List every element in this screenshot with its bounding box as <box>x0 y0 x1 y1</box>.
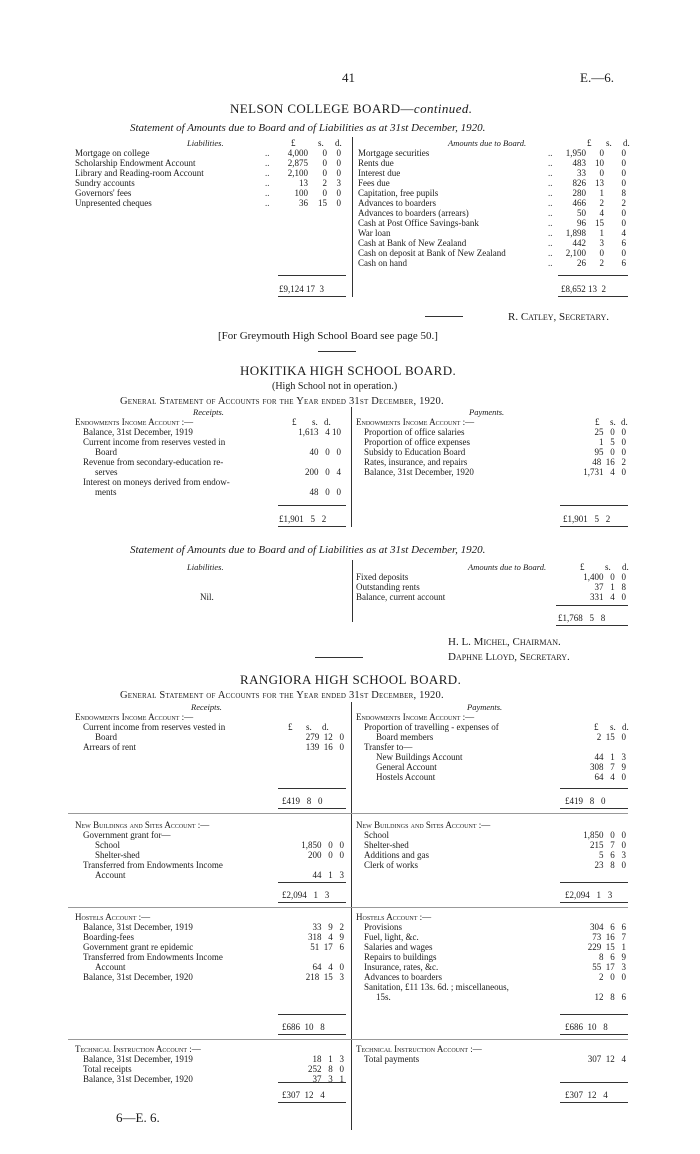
hokitika-title: HOKITIKA HIGH SCHOOL BOARD. <box>240 363 457 378</box>
nelson-due-row-label: War loan <box>358 228 391 238</box>
nelson-liab-row-leader: .. <box>265 158 270 168</box>
rangiora-technical-payment-amount: 307 12 4 <box>587 1054 626 1064</box>
rangiora-endow-receipt-line: Arrears of rent <box>83 742 136 752</box>
rangiora-endow-payments-total: £419 8 0 <box>565 796 606 806</box>
nelson-liab-row-pounds: 4,000 <box>287 148 308 158</box>
nelson-due-rule2 <box>558 296 628 297</box>
nelson-due-row-shillings: 0 <box>599 168 604 178</box>
hokitika-payments-total: £1,901 5 2 <box>563 514 611 524</box>
rangiora-hostels-receipts-head: Hostels Account :— <box>75 912 151 922</box>
page-footer: 6—E. 6. <box>116 1110 160 1125</box>
nelson-due-row-label: Cash on hand <box>358 258 407 268</box>
nelson-liab-row-pounds: 2,875 <box>287 158 308 168</box>
rangiora-endow-payments-head: Endowments Income Account :— <box>356 712 475 722</box>
rangiora-technical-rule2-p <box>560 1102 628 1103</box>
rangiora-endow-payment-line: Board members <box>376 732 434 742</box>
hokitika-sig-chairman: H. L. Michel, Chairman. <box>448 636 561 648</box>
nelson-due-row-pounds: 280 <box>572 188 586 198</box>
nelson-due-row-leader: .. <box>548 208 553 218</box>
rangiora-hostels-payment-line: Provisions <box>364 922 403 932</box>
hokitika-liab-value: Nil. <box>200 592 214 602</box>
hokitika-receipt-line: serves <box>95 467 118 477</box>
hokitika-receipt-line: ments <box>95 487 117 497</box>
rangiora-hostels-payment-amount: 73 16 7 <box>592 932 626 942</box>
hokitika-due-rule <box>556 605 628 606</box>
rangiora-endow-payment-line: Hostels Account <box>376 772 436 782</box>
rangiora-endow-payment-amount: 308 7 9 <box>590 762 626 772</box>
hokitika-receipt-line: Revenue from secondary-education re- <box>83 457 224 467</box>
rangiora-hostels-receipt-amount: 218 15 3 <box>305 972 344 982</box>
nelson-due-row-label: Cash on deposit at Bank of New Zealand <box>358 248 506 258</box>
nelson-liab-row-pounds: 100 <box>294 188 308 198</box>
rangiora-buildings-receipts-total: £2,094 1 3 <box>282 890 330 900</box>
nelson-due-row-leader: .. <box>548 168 553 178</box>
rangiora-endow-payment-amount: 2 15 0 <box>596 732 626 742</box>
nelson-liab-row-shillings: 15 <box>318 198 327 208</box>
nelson-liab-row-shillings: 0 <box>322 188 327 198</box>
rangiora-hostels-payment-amount: 8 6 9 <box>599 952 626 962</box>
rangiora-buildings-receipts-head: New Buildings and Sites Account :— <box>75 820 210 830</box>
rangiora-buildings-section-rule <box>68 907 628 908</box>
nelson-due-row-shillings: 1 <box>599 188 604 198</box>
hokitika-sig-secretary: Daphne Lloyd, Secretary. <box>448 651 570 663</box>
rangiora-endow-payment-line: New Buildings Account <box>376 752 463 762</box>
rangiora-hostels-section-rule <box>68 1039 628 1040</box>
nelson-due-row-shillings: 2 <box>599 198 604 208</box>
rangiora-technical-receipts-head: Technical Instruction Account :— <box>75 1044 201 1054</box>
nelson-due-row-leader: .. <box>548 178 553 188</box>
hokitika-receipt-line: Current income from reserves vested in <box>83 437 226 447</box>
hokitika-due-label: Balance, current account <box>356 592 446 602</box>
nelson-due-row-label: Interest due <box>358 168 401 178</box>
rangiora-buildings-receipt-line: Shelter-shed <box>95 850 140 860</box>
nelson-liab-row-label: Sundry accounts <box>75 178 135 188</box>
nelson-due-row-label: Cash at Bank of New Zealand <box>358 238 467 248</box>
nelson-due-row-shillings: 2 <box>599 258 604 268</box>
rangiora-buildings-payment-line: Shelter-shed <box>364 840 409 850</box>
nelson-due-row-pence: 0 <box>621 178 626 188</box>
rangiora-hostels-receipt-line: Boarding-fees <box>83 932 134 942</box>
hokitika-statement-divider <box>352 560 353 622</box>
rangiora-technical-receipt-line: Total receipts <box>83 1064 132 1074</box>
nelson-due-row-label: Rents due <box>358 158 394 168</box>
nelson-title-text: NELSON COLLEGE BOARD— <box>230 101 414 116</box>
rangiora-technical-receipt-line: Balance, 31st December, 1920 <box>83 1074 193 1084</box>
nelson-due-row-leader: .. <box>548 188 553 198</box>
nelson-liab-row-label: Governors' fees <box>75 188 132 198</box>
hokitika-due-amount: 37 1 8 <box>594 582 626 592</box>
nelson-due-row-shillings: 10 <box>595 158 604 168</box>
nelson-due-row-leader: .. <box>548 258 553 268</box>
rangiora-buildings-payments-head: New Buildings and Sites Account :— <box>356 820 491 830</box>
nelson-liab-row-shillings: 0 <box>322 168 327 178</box>
rangiora-buildings-payment-line: Clerk of works <box>364 860 418 870</box>
nelson-due-row-shillings: 3 <box>599 238 604 248</box>
nelson-title-cont: continued. <box>413 101 473 116</box>
rangiora-endow-receipt-amount: 139 16 0 <box>305 742 344 752</box>
rangiora-hostels-payment-line: Repairs to buildings <box>364 952 437 962</box>
hokitika-due-amount: 331 4 0 <box>590 592 626 602</box>
nelson-due-row-pounds: 1,950 <box>565 148 586 158</box>
nelson-statement: Statement of Amounts due to Board and of Liabilities as at 31st December, 1920. <box>130 122 486 134</box>
hokitika-sep <box>318 351 356 352</box>
rangiora-hostels-payment-line: Insurance, rates, &c. <box>364 962 439 972</box>
hokitika-payment-amount: 1 5 0 <box>599 437 626 447</box>
nelson-liab-row-pence: 0 <box>336 158 341 168</box>
rangiora-hostels-payment-amount: 55 17 3 <box>592 962 626 972</box>
nelson-liab-row-pounds: 2,100 <box>287 168 308 178</box>
nelson-due-row-shillings: 0 <box>599 248 604 258</box>
rangiora-endow-receipts-total: £419 8 0 <box>282 796 323 806</box>
nelson-due-header: Amounts due to Board. <box>448 138 527 148</box>
nelson-due-row-shillings: 1 <box>599 228 604 238</box>
rangiora-technical-receipts-total: £307 12 4 <box>282 1090 325 1100</box>
rangiora-endow-section-rule <box>68 813 628 814</box>
nelson-liab-rule <box>278 275 346 276</box>
nelson-liab-row-label: Library and Reading-room Account <box>75 168 204 178</box>
nelson-due-row-leader: .. <box>548 248 553 258</box>
nelson-due-row-shillings: 0 <box>599 148 604 158</box>
rangiora-endow-rule-p <box>560 788 628 789</box>
nelson-due-row-pence: 8 <box>621 188 626 198</box>
nelson-liab-row-pounds: 36 <box>299 198 308 208</box>
hokitika-receipt-amount: 200 0 4 <box>305 467 341 477</box>
nelson-liab-row-leader: .. <box>265 178 270 188</box>
rangiora-hostels-rule2 <box>278 1034 346 1035</box>
nelson-due-row-pounds: 483 <box>572 158 586 168</box>
nelson-liab-row-pence: 3 <box>336 178 341 188</box>
greymouth-note: [For Greymouth High School Board see page 50.] <box>218 330 438 342</box>
nelson-due-rule <box>558 275 628 276</box>
rangiora-buildings-receipt-line: Account <box>95 870 126 880</box>
rangiora-endow-receipt-line: Board <box>95 732 117 742</box>
nelson-due-row-pence: 6 <box>621 238 626 248</box>
rangiora-technical-receipt-amount: 252 8 0 <box>308 1064 344 1074</box>
nelson-due-row-leader: .. <box>548 198 553 208</box>
rangiora-technical-rule <box>278 1082 346 1083</box>
rangiora-buildings-receipt-amount: 200 0 0 <box>308 850 344 860</box>
nelson-due-row-pence: 0 <box>621 218 626 228</box>
hokitika-payment-label: Balance, 31st December, 1920 <box>364 467 474 477</box>
rangiora-technical-rule-p <box>560 1082 628 1083</box>
rangiora-buildings-payment-amount: 5 6 3 <box>599 850 626 860</box>
rangiora-hostels-payment-amount: 12 8 6 <box>594 992 626 1002</box>
nelson-due-row-label: Capitation, free pupils <box>358 188 439 198</box>
rangiora-buildings-payment-line: School <box>364 830 390 840</box>
page-number: 41 <box>342 70 355 85</box>
rangiora-endow-payment-amount: 44 1 3 <box>594 752 626 762</box>
rangiora-buildings-receipt-line: Government grant for— <box>83 830 171 840</box>
nelson-divider <box>352 137 353 297</box>
rangiora-receipts-header: Receipts. <box>191 702 222 712</box>
hokitika-due-amount: 1,400 0 0 <box>583 572 626 582</box>
nelson-liab-row-leader: .. <box>265 188 270 198</box>
rangiora-technical-payments-head: Technical Instruction Account :— <box>356 1044 482 1054</box>
hokitika-receipts-rule <box>278 505 346 506</box>
rangiora-hostels-receipt-line: Balance, 31st December, 1919 <box>83 922 193 932</box>
nelson-due-row-pounds: 50 <box>577 208 586 218</box>
nelson-due-row-pounds: 2,100 <box>565 248 586 258</box>
rangiora-endow-receipt-line: Current income from reserves vested in <box>83 722 226 732</box>
rangiora-technical-payments-total: £307 12 4 <box>565 1090 608 1100</box>
rangiora-hostels-receipt-amount: 318 4 9 <box>308 932 344 942</box>
nelson-due-row-leader: .. <box>548 148 553 158</box>
rangiora-technical-receipt-amount: 37 3 1 <box>312 1074 344 1084</box>
rangiora-hostels-payment-line: Advances to boarders <box>364 972 442 982</box>
hokitika-receipt-line: Interest on moneys derived from endow- <box>83 477 230 487</box>
hokitika-receipt-amount: 1,613 4 10 <box>298 427 341 437</box>
nelson-liab-row-pence: 0 <box>336 198 341 208</box>
rangiora-hostels-receipt-amount: 33 9 2 <box>312 922 344 932</box>
hokitika-statement: Statement of Amounts due to Board and of Liabilities as at 31st December, 1920. <box>130 544 486 556</box>
rangiora-title: RANGIORA HIGH SCHOOL BOARD. <box>240 672 462 687</box>
nelson-liab-total: £9,124 17 3 <box>279 284 324 294</box>
nelson-liab-row-leader: .. <box>265 168 270 178</box>
nelson-signature: R. Catley, Secretary. <box>508 311 610 323</box>
hokitika-receipt-line: Board <box>95 447 117 457</box>
nelson-due-row-pounds: 1,898 <box>565 228 586 238</box>
rangiora-buildings-payment-line: Additions and gas <box>364 850 429 860</box>
hokitika-receipt-line: Balance, 31st December, 1919 <box>83 427 193 437</box>
nelson-liab-row-label: Unpresented cheques <box>75 198 152 208</box>
nelson-due-row-pounds: 26 <box>577 258 586 268</box>
nelson-liab-row-pounds: 13 <box>299 178 308 188</box>
rangiora-divider <box>351 702 352 1130</box>
rangiora-buildings-receipt-amount: 1,850 0 0 <box>301 840 344 850</box>
hokitika-payment-amount: 48 16 2 <box>592 457 626 467</box>
rangiora-hostels-rule <box>278 1014 346 1015</box>
nelson-liab-row-pence: 0 <box>336 168 341 178</box>
rangiora-hostels-receipt-line: Government grant re epidemic <box>83 942 194 952</box>
nelson-due-row-shillings: 4 <box>599 208 604 218</box>
nelson-due-row-pounds: 826 <box>572 178 586 188</box>
rangiora-technical-rule2 <box>278 1102 346 1103</box>
nelson-due-row-pence: 4 <box>621 228 626 238</box>
nelson-due-row-label: Cash at Post Office Savings-bank <box>358 218 479 228</box>
hokitika-general: General Statement of Accounts for the Year ended 31st December, 1920. <box>120 396 444 407</box>
rangiora-buildings-payments-total: £2,094 1 3 <box>565 890 613 900</box>
nelson-due-row-label: Advances to boarders <box>358 198 436 208</box>
rangiora-buildings-rule <box>278 882 346 883</box>
rangiora-hostels-receipt-amount: 64 4 0 <box>312 962 344 972</box>
rangiora-hostels-receipt-line: Transferred from Endowments Income <box>83 952 223 962</box>
rangiora-sep <box>315 657 363 658</box>
nelson-due-row-label: Advances to boarders (arrears) <box>358 208 469 218</box>
hokitika-receipt-amount: 48 0 0 <box>309 487 341 497</box>
rangiora-buildings-rule2 <box>278 902 346 903</box>
hokitika-payments-rule <box>560 505 628 506</box>
hokitika-payment-label: Proportion of office salaries <box>364 427 465 437</box>
rangiora-hostels-receipt-line: Balance, 31st December, 1920 <box>83 972 193 982</box>
hokitika-receipts-rule2 <box>278 526 346 527</box>
nelson-due-row-pence: 6 <box>621 258 626 268</box>
nelson-due-row-pence: 0 <box>621 208 626 218</box>
rangiora-hostels-receipt-line: Account <box>95 962 126 972</box>
hokitika-due-label: Outstanding rents <box>356 582 420 592</box>
hokitika-liab-header: Liabilities. <box>187 562 224 572</box>
rangiora-endow-payment-line: Proportion of travelling - expenses of <box>364 722 499 732</box>
rangiora-endow-rule2 <box>278 808 346 809</box>
hokitika-payments-account: Endowments Income Account :— <box>356 417 475 427</box>
rangiora-hostels-rule-p <box>560 1014 628 1015</box>
rangiora-payments-header: Payments. <box>467 702 503 712</box>
rangiora-hostels-payment-amount: 304 6 6 <box>590 922 626 932</box>
rangiora-buildings-receipt-amount: 44 1 3 <box>312 870 344 880</box>
rangiora-buildings-receipt-line: Transferred from Endowments Income <box>83 860 223 870</box>
hokitika-receipts-header: Receipts. <box>193 407 224 417</box>
hokitika-payment-label: Subsidy to Education Board <box>364 447 466 457</box>
nelson-liab-row-shillings: 2 <box>322 178 327 188</box>
nelson-due-row-pence: 0 <box>621 248 626 258</box>
rangiora-buildings-payment-amount: 1,850 0 0 <box>583 830 626 840</box>
nelson-title <box>230 101 472 117</box>
hokitika-due-total: £1,768 5 8 <box>558 613 606 623</box>
nelson-liab-row-pence: 0 <box>336 148 341 158</box>
hokitika-due-header: Amounts due to Board. <box>468 562 547 572</box>
rangiora-technical-payment-line: Total payments <box>364 1054 420 1064</box>
rangiora-hostels-payment-line: Salaries and wages <box>364 942 433 952</box>
nelson-liab-row-shillings: 0 <box>322 148 327 158</box>
hokitika-receipt-amount: 40 0 0 <box>309 447 341 457</box>
rangiora-hostels-rule2-p <box>560 1034 628 1035</box>
nelson-due-row-leader: .. <box>548 228 553 238</box>
nelson-due-row-shillings: 13 <box>595 178 604 188</box>
rangiora-hostels-payment-amount: 2 0 0 <box>599 972 626 982</box>
hokitika-payment-label: Rates, insurance, and repairs <box>364 457 468 467</box>
rangiora-hostels-payment-amount: 229 15 1 <box>587 942 626 952</box>
rangiora-buildings-rule-p <box>560 882 628 883</box>
nelson-liab-row-leader: .. <box>265 198 270 208</box>
hokitika-payments-header: Payments. <box>469 407 505 417</box>
rangiora-endow-rule <box>278 788 346 789</box>
rangiora-buildings-payment-amount: 215 7 0 <box>590 840 626 850</box>
rangiora-endow-receipt-amount: 279 12 0 <box>305 732 344 742</box>
nelson-due-row-pence: 2 <box>621 198 626 208</box>
nelson-sep <box>425 316 463 317</box>
rangiora-endow-payment-line: Transfer to— <box>364 742 413 752</box>
rangiora-endow-payment-amount: 64 4 0 <box>594 772 626 782</box>
rangiora-endow-receipts-head: Endowments Income Account :— <box>75 712 194 722</box>
rangiora-technical-receipt-amount: 18 1 3 <box>312 1054 344 1064</box>
nelson-liab-row-leader: .. <box>265 148 270 158</box>
nelson-liab-row-label: Scholarship Endowment Account <box>75 158 196 168</box>
nelson-liab-row-pence: 0 <box>336 188 341 198</box>
hokitika-payment-amount: 95 0 0 <box>594 447 626 457</box>
nelson-due-row-leader: .. <box>548 238 553 248</box>
rangiora-hostels-payments-head: Hostels Account :— <box>356 912 432 922</box>
hokitika-receipts-total: £1,901 5 2 <box>279 514 327 524</box>
rangiora-technical-receipt-line: Balance, 31st December, 1919 <box>83 1054 193 1064</box>
nelson-due-row-leader: .. <box>548 218 553 228</box>
nelson-due-row-pence: 0 <box>621 148 626 158</box>
hokitika-payment-amount: 1,731 4 0 <box>583 467 626 477</box>
nelson-due-row-pounds: 96 <box>577 218 586 228</box>
nelson-liab-row-label: Mortgage on college <box>75 148 150 158</box>
rangiora-hostels-payments-total: £686 10 8 <box>565 1022 608 1032</box>
nelson-liab-rule2 <box>278 296 346 297</box>
rangiora-hostels-payment-line: Fuel, light, &c. <box>364 932 419 942</box>
hokitika-receipts-account: Endowments Income Account :— <box>75 417 194 427</box>
rangiora-endow-rule2-p <box>560 808 628 809</box>
nelson-liab-header: Liabilities. <box>187 138 224 148</box>
nelson-due-row-label: Mortgage securities <box>358 148 430 158</box>
hokitika-due-rule2 <box>556 625 628 626</box>
nelson-due-row-pence: 0 <box>621 168 626 178</box>
nelson-due-row-pence: 0 <box>621 158 626 168</box>
rangiora-hostels-payment-line: Sanitation, £11 13s. 6d. ; miscellaneous, <box>364 982 509 992</box>
document-ref: E.—6. <box>580 70 614 85</box>
hokitika-subtitle: (High School not in operation.) <box>272 381 398 392</box>
hokitika-payments-rule2 <box>560 526 628 527</box>
rangiora-hostels-receipts-total: £686 10 8 <box>282 1022 325 1032</box>
nelson-due-total: £8,652 13 2 <box>561 284 606 294</box>
rangiora-buildings-receipt-line: School <box>95 840 121 850</box>
hokitika-payment-label: Proportion of office expenses <box>364 437 471 447</box>
hokitika-divider <box>351 407 352 527</box>
nelson-liab-row-shillings: 0 <box>322 158 327 168</box>
rangiora-buildings-payment-amount: 23 8 0 <box>594 860 626 870</box>
nelson-due-row-pounds: 33 <box>577 168 586 178</box>
nelson-due-row-leader: .. <box>548 158 553 168</box>
rangiora-endow-payment-line: General Account <box>376 762 437 772</box>
nelson-due-row-pounds: 442 <box>572 238 586 248</box>
rangiora-buildings-rule2-p <box>560 902 628 903</box>
nelson-due-row-label: Fees due <box>358 178 390 188</box>
rangiora-hostels-payment-line: 15s. <box>376 992 391 1002</box>
nelson-due-row-shillings: 15 <box>595 218 604 228</box>
nelson-due-row-pounds: 466 <box>572 198 586 208</box>
rangiora-hostels-receipt-amount: 51 17 6 <box>310 942 344 952</box>
hokitika-payment-amount: 25 0 0 <box>594 427 626 437</box>
hokitika-due-label: Fixed deposits <box>356 572 409 582</box>
rangiora-general: General Statement of Accounts for the Year ended 31st December, 1920. <box>120 690 444 701</box>
